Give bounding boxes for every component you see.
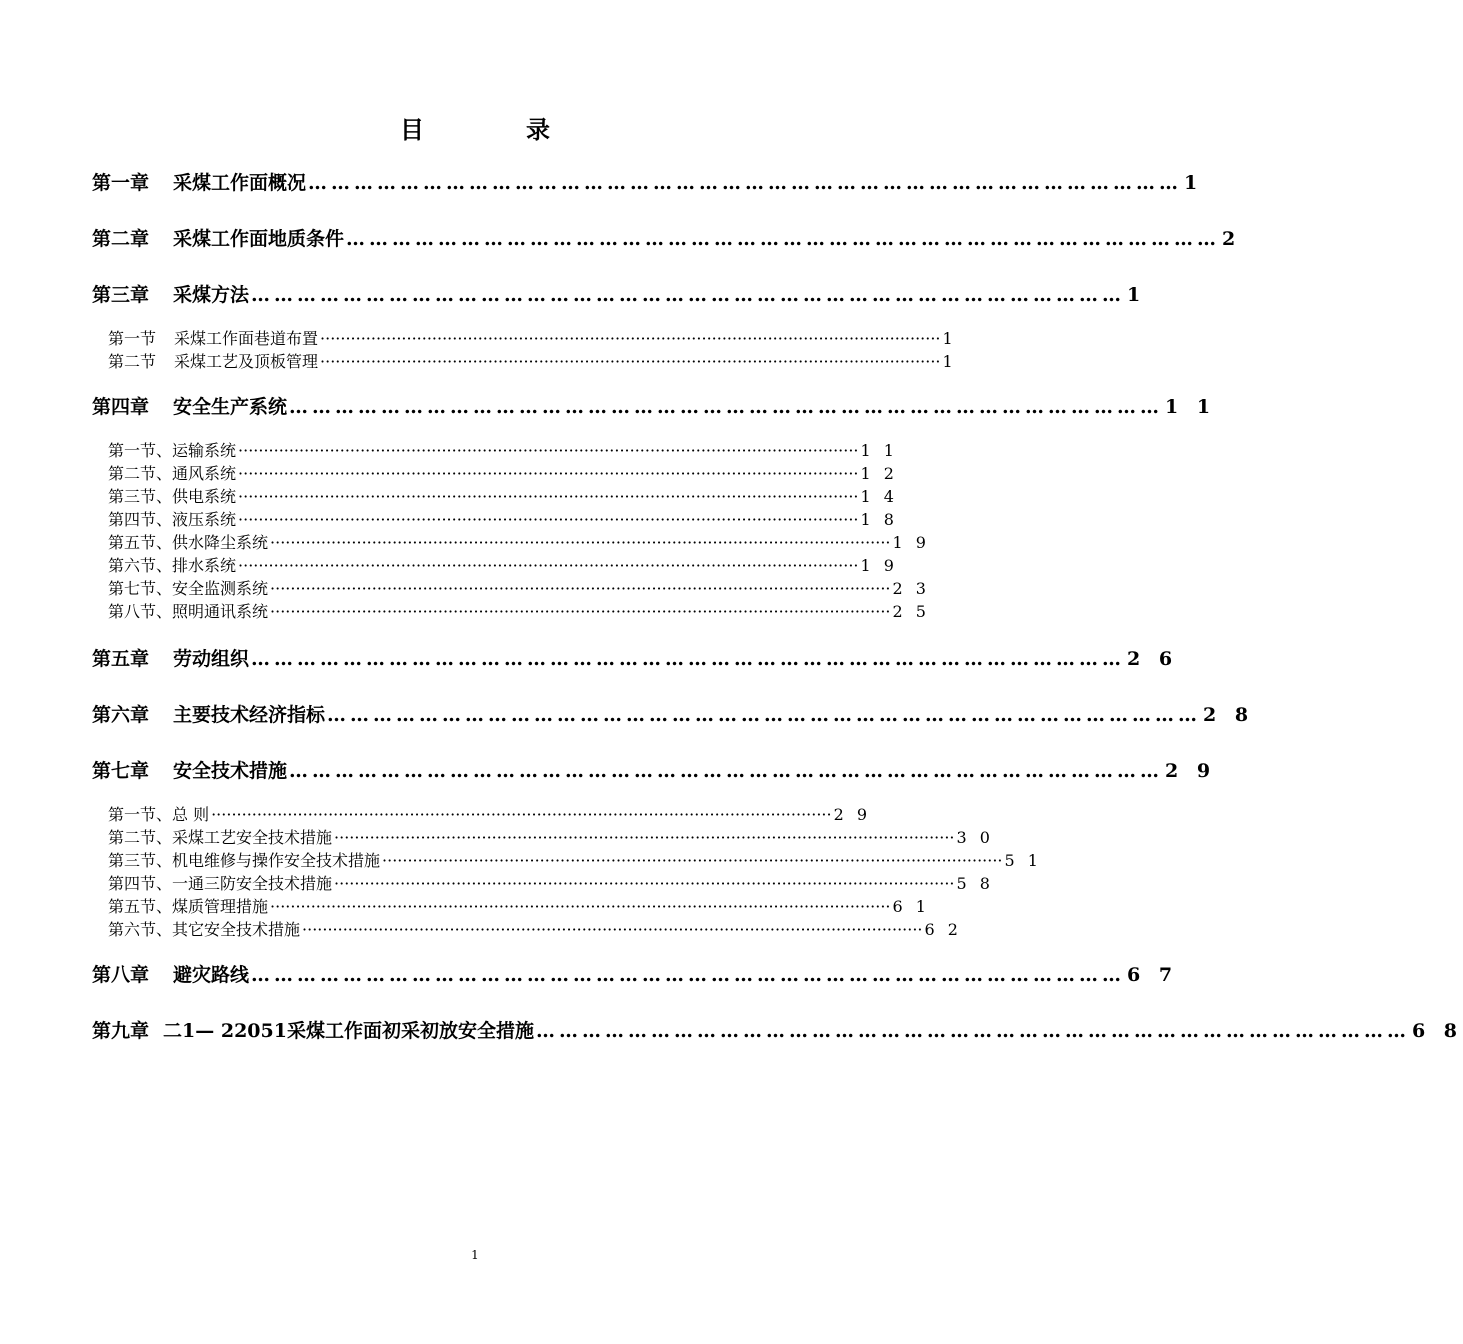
toc-section-7-4[interactable] [108, 871, 994, 893]
section-label: 第二节、通风系统 [108, 464, 237, 483]
section-page-number: 5 8 [956, 874, 994, 893]
dot-leader: ·························································································································· [334, 828, 955, 847]
section-title: 采煤工作面巷道布置 [174, 329, 319, 348]
section-label: 第三节、供电系统 [108, 487, 237, 506]
toc-section-7-3[interactable] [108, 848, 1042, 870]
table-of-contents [92, 0, 1463, 1100]
toc-section-7-1[interactable] [108, 802, 872, 824]
section-page-number: 1 9 [892, 533, 930, 552]
toc-chapter-3[interactable] [92, 280, 1147, 308]
toc-chapter-9[interactable] [92, 1016, 1463, 1044]
toc-chapter-7[interactable] [92, 756, 1217, 784]
section-page-number: 6 1 [892, 897, 930, 916]
dot-leader: …………………………………………………………………………………………………… [308, 172, 1183, 194]
chapter-title: 采煤工作面概况 [173, 172, 307, 194]
toc-chapter-5[interactable] [92, 644, 1179, 672]
section-title: 采煤工艺及顶板管理 [174, 352, 319, 371]
section-page-number: 1 2 [860, 464, 898, 483]
chapter-page-number: 2 8 [1203, 704, 1255, 726]
section-page-number: 2 5 [892, 602, 930, 621]
section-number: 第二节 [108, 352, 157, 371]
dot-leader: ·························································································································· [211, 805, 832, 824]
section-page-number: 1 [942, 352, 957, 371]
dot-leader: …………………………………………………………………………………………………… [346, 228, 1221, 250]
section-page-number: 1 8 [860, 510, 898, 529]
section-label: 第六节、排水系统 [108, 556, 237, 575]
chapter-title: 劳动组织 [173, 648, 250, 670]
toc-chapter-1[interactable] [92, 168, 1204, 196]
chapter-page-number: 1 [1184, 172, 1204, 194]
dot-leader: ·························································································································· [334, 874, 955, 893]
toc-section-4-5[interactable] [108, 530, 930, 552]
toc-section-7-2[interactable] [108, 825, 994, 847]
toc-section-7-6[interactable] [108, 917, 962, 939]
section-label: 第五节、供水降尘系统 [108, 533, 269, 552]
toc-chapter-2[interactable] [92, 224, 1242, 252]
chapter-number: 第四章 [92, 396, 150, 418]
dot-leader: ·························································································································· [382, 851, 1003, 870]
section-label: 第一节、运输系统 [108, 441, 237, 460]
chapter-page-number: 1 [1127, 284, 1147, 306]
chapter-page-number: 6 7 [1127, 964, 1179, 986]
dot-leader: ·························································································································· [238, 441, 859, 460]
dot-leader: ·························································································································· [302, 920, 923, 939]
dot-leader: ·························································································································· [270, 602, 891, 621]
chapter-title: 主要技术经济指标 [173, 704, 326, 726]
page-footer-number: 1 [471, 1248, 479, 1262]
section-page-number: 1 [942, 329, 957, 348]
chapter-page-number: 2 6 [1127, 648, 1179, 670]
section-label: 第四节、一通三防安全技术措施 [108, 874, 333, 893]
toc-title-char-2: 录 [526, 115, 550, 144]
toc-chapter-8[interactable] [92, 960, 1179, 988]
dot-leader: …………………………………………………………………………………………………… [535, 1020, 1410, 1042]
dot-leader: ·························································································································· [320, 329, 941, 348]
chapter-number: 第六章 [92, 704, 150, 726]
toc-chapter-4[interactable] [92, 392, 1217, 420]
toc-section-3-1[interactable] [108, 326, 957, 348]
section-label: 第四节、液压系统 [108, 510, 237, 529]
section-page-number: 3 0 [956, 828, 994, 847]
section-page-number: 1 4 [860, 487, 898, 506]
section-label: 第二节、采煤工艺安全技术措施 [108, 828, 333, 847]
dot-leader: …………………………………………………………………………………………………… [251, 648, 1126, 670]
toc-section-4-2[interactable] [108, 461, 898, 483]
toc-section-7-5[interactable] [108, 894, 930, 916]
section-label: 第七节、安全监测系统 [108, 579, 269, 598]
section-label: 第八节、照明通讯系统 [108, 602, 269, 621]
toc-section-4-1[interactable] [108, 438, 898, 460]
chapter-page-number: 2 [1222, 228, 1242, 250]
section-page-number: 2 9 [833, 805, 872, 824]
dot-leader: ·························································································································· [238, 487, 859, 506]
chapter-number: 第七章 [92, 760, 150, 782]
section-page-number: 5 1 [1004, 851, 1042, 870]
toc-section-4-3[interactable] [108, 484, 898, 506]
chapter-title: 安全生产系统 [173, 396, 288, 418]
chapter-page-number: 2 9 [1165, 760, 1217, 782]
section-page-number: 6 2 [924, 920, 962, 939]
section-number: 第一节 [108, 329, 157, 348]
chapter-number: 第三章 [92, 284, 150, 306]
chapter-number: 第五章 [92, 648, 150, 670]
dot-leader: …………………………………………………………………………………………………… [289, 396, 1164, 418]
dot-leader: ·························································································································· [270, 579, 891, 598]
section-page-number: 2 3 [892, 579, 930, 598]
section-label: 第一节、总 则 [108, 805, 210, 824]
toc-section-4-6[interactable] [108, 553, 898, 575]
chapter-page-number: 1 1 [1165, 396, 1217, 418]
chapter-title: 采煤工作面地质条件 [173, 228, 345, 250]
chapter-title: 避灾路线 [173, 964, 250, 986]
dot-leader: ·························································································································· [320, 352, 941, 371]
toc-section-4-4[interactable] [108, 507, 898, 529]
chapter-number: 第一章 [92, 172, 150, 194]
dot-leader: ·························································································································· [270, 533, 891, 552]
toc-section-4-7[interactable] [108, 576, 930, 598]
dot-leader: …………………………………………………………………………………………………… [327, 704, 1202, 726]
section-page-number: 1 1 [860, 441, 898, 460]
chapter-number: 第九章 [92, 1020, 150, 1042]
chapter-page-number: 6 8 [1411, 1020, 1463, 1042]
toc-chapter-6[interactable] [92, 700, 1255, 728]
section-label: 第三节、机电维修与操作安全技术措施 [108, 851, 381, 870]
section-label: 第五节、煤质管理措施 [108, 897, 269, 916]
chapter-number: 第八章 [92, 964, 150, 986]
section-label: 第六节、其它安全技术措施 [108, 920, 301, 939]
dot-leader: ·························································································································· [238, 510, 859, 529]
dot-leader: ·························································································································· [238, 556, 859, 575]
dot-leader: …………………………………………………………………………………………………… [251, 964, 1126, 986]
chapter-title: 安全技术措施 [173, 760, 288, 782]
toc-section-4-8[interactable] [108, 599, 930, 621]
dot-leader: …………………………………………………………………………………………………… [289, 760, 1164, 782]
chapter-number: 第二章 [92, 228, 150, 250]
toc-section-3-2[interactable] [108, 349, 957, 371]
chapter-title: 二1— 22051采煤工作面初采初放安全措施 [163, 1020, 534, 1042]
dot-leader: …………………………………………………………………………………………………… [251, 284, 1126, 306]
toc-title-char-1: 目 [400, 115, 424, 144]
chapter-title: 采煤方法 [173, 284, 250, 306]
dot-leader: ·························································································································· [238, 464, 859, 483]
section-page-number: 1 9 [860, 556, 898, 575]
dot-leader: ·························································································································· [270, 897, 891, 916]
